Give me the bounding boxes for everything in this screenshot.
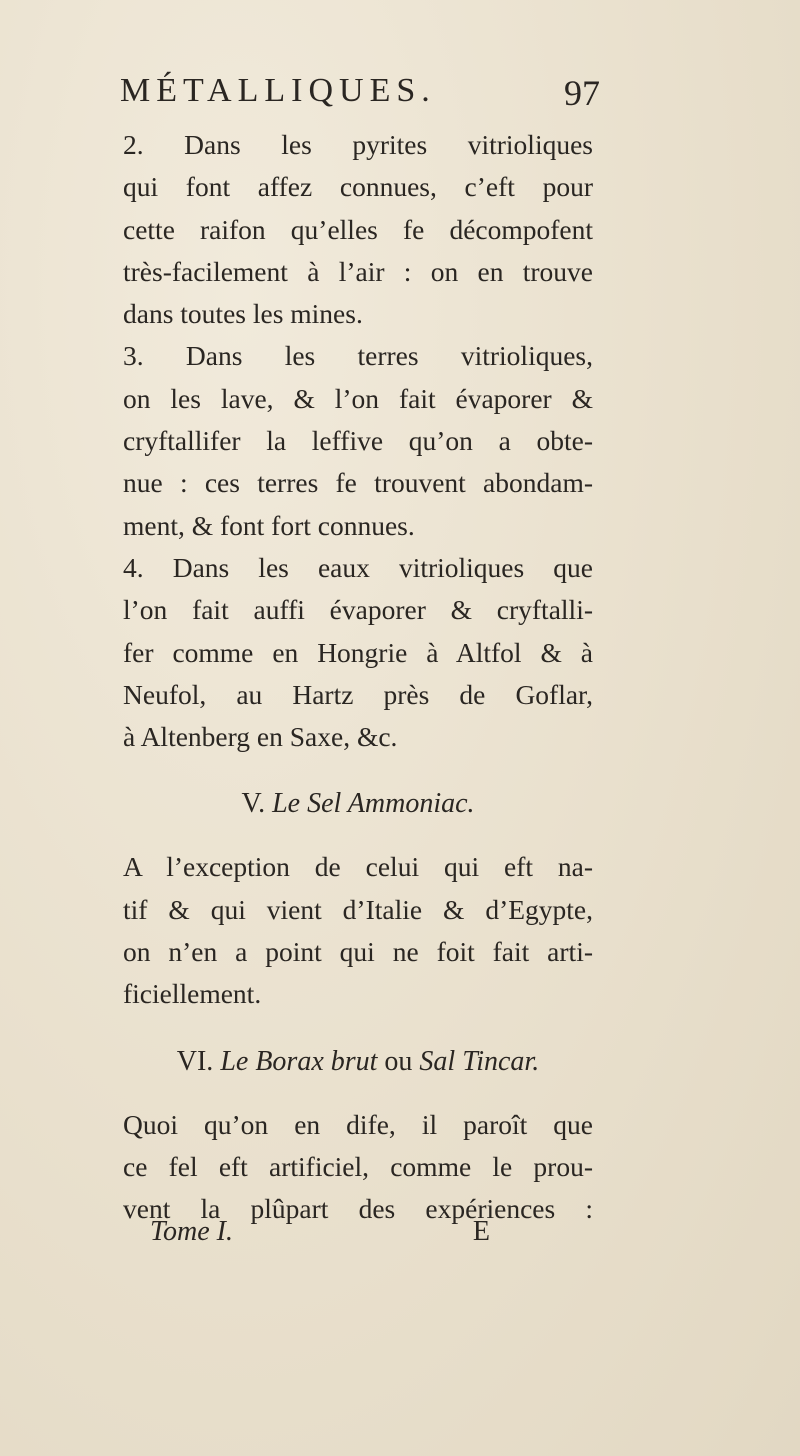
section-title-ou: ou xyxy=(384,1045,413,1077)
text-line: qui font affez connues, c’eft pour xyxy=(123,171,593,203)
text-line: vent la plûpart des expériences : xyxy=(123,1193,593,1225)
body-text xyxy=(123,124,593,1231)
text-line: dans toutes les mines. xyxy=(123,298,363,330)
running-title: MÉTALLIQUES. xyxy=(120,72,436,109)
text-line: ce fel eft artificiel, comme le prou- xyxy=(123,1150,593,1182)
section-number: VI. xyxy=(176,1045,214,1077)
text-line: très-facilement à l’air : on en trouve xyxy=(123,255,593,287)
text-line: on les lave, & l’on fait évaporer & xyxy=(123,382,593,414)
text-line: ficiellement. xyxy=(123,978,262,1010)
paragraph-4 xyxy=(123,547,593,758)
text-line: tif & qui vient d’Italie & d’Egypte, xyxy=(123,893,593,925)
section-title: Le Sel Ammoniac. xyxy=(272,788,475,820)
text-line: ment, & font fort connues. xyxy=(123,509,415,541)
paragraph-sel-ammoniac xyxy=(123,846,593,1015)
page-footer xyxy=(150,1216,490,1260)
signature-mark: E xyxy=(472,1216,490,1247)
volume-mark: Tome I. xyxy=(150,1216,233,1247)
text-line: à Altenberg en Saxe, &c. xyxy=(123,721,398,753)
page-header xyxy=(120,72,600,118)
text-line: cette raifon qu’elles fe décompofent xyxy=(123,213,593,245)
text-line: fer comme en Hongrie à Altfol & à xyxy=(123,636,593,668)
paragraph-borax xyxy=(123,1104,593,1231)
paragraph-3 xyxy=(123,335,593,546)
section-heading-vi xyxy=(123,1042,593,1082)
text-line: Quoi qu’on en dife, il paroît que xyxy=(123,1108,593,1140)
paragraph-2 xyxy=(123,124,593,335)
text-line: cryftallifer la leffive qu’on a obte- xyxy=(123,425,593,457)
text-line: A l’exception de celui qui eft na- xyxy=(123,851,593,883)
section-heading-v xyxy=(123,784,593,824)
section-title-part2: Sal Tincar. xyxy=(419,1045,540,1077)
text-line: on n’en a point qui ne foit fait arti- xyxy=(123,936,593,968)
text-line: 3. Dans les terres vitrioliques, xyxy=(123,340,593,372)
text-line: 2. Dans les pyrites vitrioliques xyxy=(123,129,593,160)
section-number: V. xyxy=(241,788,266,820)
text-line: nue : ces terres fe trouvent abondam- xyxy=(123,467,593,499)
text-line: l’on fait auffi évaporer & cryftalli- xyxy=(123,594,593,626)
text-line: 4. Dans les eaux vitrioliques que xyxy=(123,551,593,583)
section-title-part1: Le Borax brut xyxy=(220,1045,378,1077)
page-number: 97 xyxy=(564,73,600,113)
text-line: Neufol, au Hartz près de Goflar, xyxy=(123,678,593,710)
